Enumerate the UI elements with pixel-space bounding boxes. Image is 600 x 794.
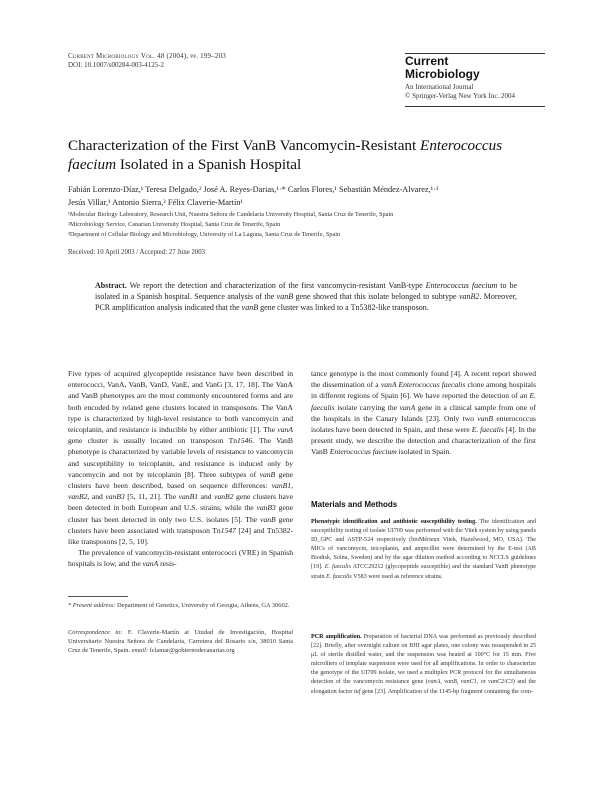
- body-text: gene clusters have been described, based on sequence differences:: [68, 469, 293, 491]
- body-italic: vanB1: [271, 481, 292, 491]
- right-column: [311, 368, 536, 458]
- abstract-text: We report the detection and characterization of the first vancomycin-resistant VanB-type: [126, 281, 426, 290]
- section-heading-methods: Materials and Methods: [311, 500, 398, 509]
- methods-italic: vanC1: [460, 679, 477, 686]
- body-text: gene clusters have been detected in both European and U.S. strains, while the: [68, 492, 293, 513]
- body-text: [5, 11, 21]. The: [124, 492, 179, 502]
- footnote-text: Department of Genetics, University of Georgia, Athens, GA 30602.: [115, 602, 290, 609]
- body-text: tance genotype is the most commonly found [4]. A recent report showed the dissemination of a: [311, 369, 536, 390]
- methods-italic: vanB: [444, 679, 457, 686]
- authors-line-2: Jesús Villar,¹ Antonio Sierra,² Félix Claverie-Martín¹: [68, 198, 243, 207]
- methods-text: ,: [456, 679, 461, 686]
- methods-text: V583 were used as reference strains.: [351, 573, 443, 580]
- abstract-italic: vanB: [276, 292, 294, 301]
- abstract-label: Abstract.: [95, 281, 127, 290]
- methods-text: , or: [476, 679, 489, 686]
- methods-italic: vanA: [427, 679, 441, 686]
- affiliation-2: ²Microbiology Service, Canarian University Hospital, Santa Cruz de Tenerife, Spain: [68, 221, 281, 228]
- footnote-label: Correspondence to:: [68, 629, 123, 636]
- abstract-text: to be isolated in a Spanish hospital. Sequence analysis of the: [95, 281, 517, 301]
- title-text-1: Characterization of the First VanB Vancomycin-Resistant: [68, 137, 421, 154]
- body-text: enterococcus isolates have been detected in Spain, and these were: [311, 413, 536, 435]
- abstract: [95, 280, 517, 313]
- body-text: isolated in Spain.: [396, 447, 452, 457]
- abstract-italic: Enterococcus faecium: [425, 281, 498, 290]
- methods-text: ATCC29212 (glycopeptide susceptible) and the standard VanB phenotype strain: [311, 564, 536, 580]
- copyright-line: © Springer-Verlag New York Inc. 2004: [405, 92, 515, 100]
- body-italic: 1547: [220, 525, 236, 535]
- body-italic: Enterococcus faecium: [329, 447, 397, 457]
- doi-line: DOI: 10.1007/s00284-003-4125-2: [68, 61, 165, 69]
- methods-text: ) and the elongation factor: [311, 679, 536, 695]
- journal-citation: [68, 52, 226, 70]
- affiliations: [68, 210, 548, 240]
- brand-line-microbiology: Microbiology: [405, 67, 480, 81]
- body-text: gene cluster is usually located on transposon Tn: [68, 436, 238, 446]
- body-text: gene in a clinical sample from one of the hospitals in the Canary Islands [23]. Only two: [311, 402, 536, 423]
- body-text: [4]. In the present study, we describe the detection and characterization of the first VanB: [311, 425, 536, 457]
- body-text: [24] and Tn5382-like transposons [2, 5, 10].: [68, 525, 294, 547]
- body-italic: E. faecalis: [311, 391, 536, 412]
- methods-text: The identification and susceptibility testing of isolate UI709 was performed with the Vitek system by using panels ID_GPC and ASTP-524 respectively (bioMérieux Vitek, Hazelwood, MO, USA). The MICs of vancomycin, teicoplanin, and ampicillin were determined by the E-test (AB Biodisk, Solna, Sweden) and by the agar dilution method according to NCCLS guidelines [19].: [311, 519, 536, 571]
- affiliation-3: ³Department of Cellular Biology and Microbiology, University of La Laguna, Santa Cruz de Tenerife, Spain: [68, 231, 341, 238]
- methods-italic: E. faecalis: [326, 573, 352, 580]
- footnote-label: * Present address:: [68, 602, 116, 609]
- body-italic: vanA: [399, 402, 416, 412]
- journal-brand: [405, 55, 545, 101]
- header-rule-bottom: [405, 106, 545, 107]
- abstract-text: gene showed that this isolate belonged to subtype: [293, 292, 459, 301]
- body-italic: vanB1: [178, 492, 199, 502]
- body-italic: vanB: [259, 469, 276, 479]
- author-list: [68, 183, 548, 209]
- methods-text: Preparation of bacterial DNA was performed as previously described [22]. Briefly, after overnight culture on BHI agar plates, one colony was resuspended in 25 μL of sterile distilled water, and the suspension was heated at 100°C for 15 min. Five microliters of template suspension were used for all amplifications. In order to characterize the genotype of the UI709 isolate, we used a multiplex PCR protocol for the simultaneous detection of the vancomycin resistance gene (: [311, 634, 536, 686]
- subsection-heading: PCR amplification.: [311, 634, 362, 640]
- body-text: isolate carrying the: [334, 402, 400, 412]
- body-italic: 1546: [237, 436, 253, 446]
- title-organism: Enterococcus faecium: [68, 137, 503, 173]
- body-italic: vanA: [277, 425, 293, 435]
- footnote-rule: [68, 596, 128, 597]
- left-column: [68, 368, 293, 570]
- article-title: [68, 136, 548, 174]
- abstract-text: gene cluster was linked to a Tn5382-like transposon.: [258, 303, 429, 312]
- body-text: gene cluster has been detected in only two U.S. isolates [5]. The: [68, 503, 293, 524]
- methods-text: gene [23]. Amplification of the 1145-bp fragment containing the com-: [360, 688, 533, 695]
- authors-line-1: Fabián Lorenzo-Díaz,¹ Teresa Delgado,² José A. Reyes-Darias,¹·* Carlos Flores,¹ Sebastián Méndez-Alvarez,¹·³: [68, 185, 439, 194]
- body-text: and: [198, 492, 215, 502]
- body-text: The prevalence of vancomycin-resistant enterococci (VRE) in Spanish hospitals is low, and the: [68, 548, 293, 569]
- body-text: . The VanB phenotype is characterized by variable levels of resistance to vancomycin and susceptibility to teicoplanin, and resistance is induced only by vancomycin and not by teicoplanin [8]. Three subtypes of: [68, 436, 293, 479]
- body-text: , and: [87, 492, 106, 502]
- body-italic: E. faecalis: [471, 425, 504, 435]
- journal-volume-line: Current Microbiology Vol. 48 (2004), pp. 199–203: [68, 52, 227, 60]
- intro-paragraph-continued: [311, 368, 536, 458]
- footnote-correspondence: [68, 628, 293, 655]
- body-text: ,: [291, 481, 293, 491]
- body-italic: vanB: [260, 514, 276, 524]
- body-italic: vanA Enterococcus faecalis: [380, 380, 466, 390]
- body-italic: vanB3: [105, 492, 125, 502]
- body-text: clone among hospitals in different regions of Spain [6]. We have reported the detection of an: [311, 380, 536, 401]
- methods-italic: E. faecalis: [324, 564, 351, 571]
- email-address: fclamar@gobiernodecanarias.org: [148, 647, 235, 654]
- body-italic: vanA: [142, 559, 159, 569]
- body-italic: vanB2: [214, 492, 234, 502]
- body-text: Five types of acquired glycopeptide resistance have been described in enterococci, VanA, VanB, VanD, VanE, and VanG [3, 17, 18]. The VanA and VanB phenotypes are the most commonly encountered forms and are both encoded by related gene clusters located in transposons. The VanA type is characterized by high-level resistance to both vancomycin and teicoplanin, and resistance is inducible by either antibiotic [1]. The: [68, 369, 293, 435]
- received-dates: Received: 10 April 2003 / Accepted: 27 June 2003: [68, 249, 206, 256]
- intro-paragraph-1: [68, 368, 293, 547]
- methods-italic: vanC2/C3: [488, 679, 513, 686]
- brand-line-current: Current: [405, 54, 449, 68]
- body-text: gene clusters have been associated with transposon Tn: [68, 514, 294, 535]
- abstract-text: . Moreover, PCR amplification analysis indicated that the: [95, 292, 517, 312]
- intro-paragraph-2: [68, 547, 293, 569]
- footnote-present-address: [68, 601, 293, 610]
- body-italic: vanB: [477, 413, 493, 423]
- subsection-heading: Phenotypic identification and antibiotic susceptibility testing.: [311, 519, 477, 525]
- title-text-2: Isolated in a Spanish Hospital: [116, 156, 302, 173]
- footnote-text: F. Claverie-Martín at Unidad de Investigación, Hospital Universitario Nuestra Señora de Candelaria, Carretera del Rosario s/n, 38010 Santa Cruz de Tenerife, Spain.: [68, 629, 293, 654]
- brand-subtitle: An International Journal: [405, 83, 474, 91]
- body-italic: vanB2: [68, 492, 88, 502]
- affiliation-1: ¹Molecular Biology Laboratory, Research Unit, Nuestra Señora de Candelaria University Hospital, Santa Cruz de Tenerife, Spain: [68, 211, 394, 218]
- email-label: email:: [131, 647, 149, 654]
- methods-text: ,: [440, 679, 445, 686]
- abstract-italic: vanB: [241, 303, 259, 312]
- body-text: resis-: [158, 559, 177, 569]
- methods-paragraph-1: [311, 518, 536, 582]
- methods-paragraph-2: [311, 633, 536, 697]
- abstract-italic: vanB2: [458, 292, 480, 301]
- methods-italic: tuf: [353, 688, 361, 695]
- body-italic: vanB3: [256, 503, 276, 513]
